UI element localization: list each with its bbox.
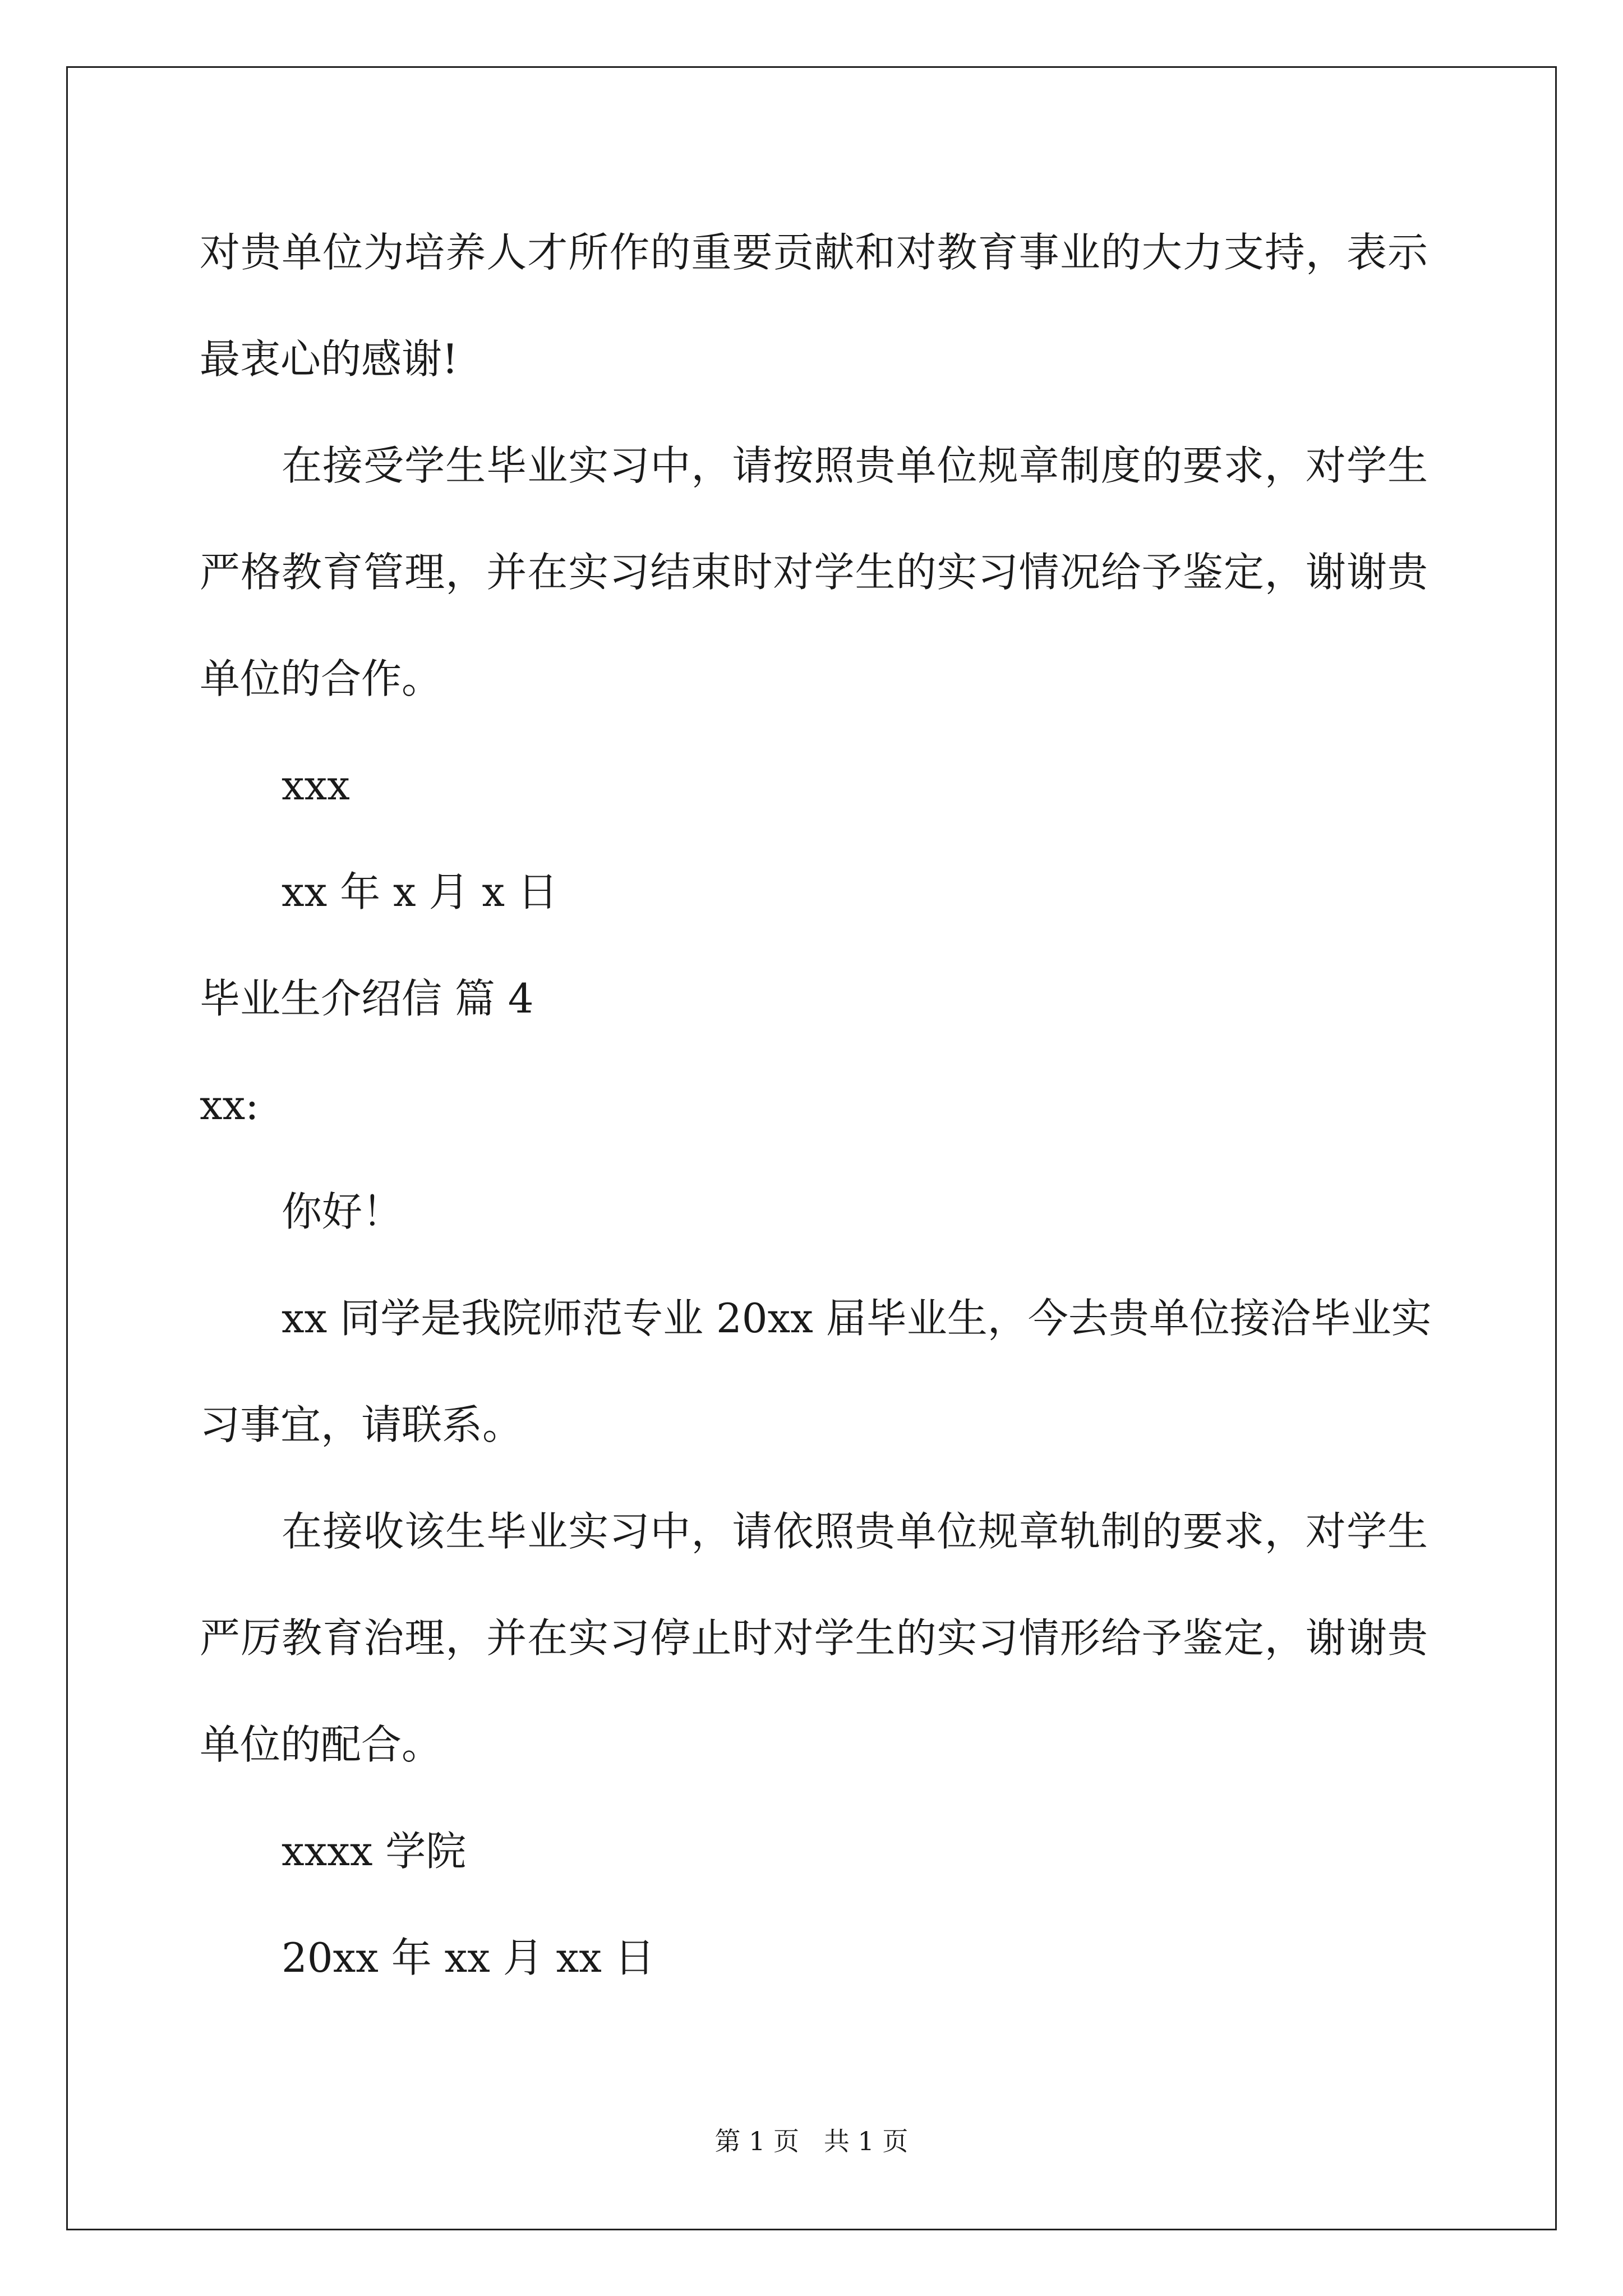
paragraph-line: 单位的合作。 — [200, 655, 442, 702]
page-number-footer: 第 1 页 共 1 页 — [714, 2126, 909, 2156]
greeting: 你好！ — [282, 1188, 403, 1235]
paragraph-line: 习事宜，请联系。 — [200, 1401, 523, 1448]
signature-date: 20xx 年 xx 月 xx 日 — [282, 1934, 655, 1981]
paragraph-line: xx 同学是我院师范专业 20xx 届毕业生，今去贵单位接洽毕业实 — [282, 1295, 1432, 1342]
paragraph-line: 在接收该生毕业实习中，请依照贵单位规章轨制的要求，对学生 — [282, 1508, 1428, 1555]
section-heading: 毕业生介绍信 篇 4 — [200, 975, 534, 1022]
signature-institution: xxxx 学院 — [282, 1828, 467, 1875]
paragraph-line: 严格教育管理，并在实习结束时对学生的实习情况给予鉴定，谢谢贵 — [200, 549, 1428, 596]
paragraph-line: 在接受学生毕业实习中，请按照贵单位规章制度的要求，对学生 — [282, 442, 1428, 489]
signature-name: xxx — [282, 762, 350, 809]
paragraph-line: 对贵单位为培养人才所作的重要贡献和对教育事业的大力支持，表示 — [200, 229, 1428, 276]
page-border — [66, 66, 1557, 2230]
salutation: xx: — [200, 1082, 259, 1129]
signature-date: xx 年 x 月 x 日 — [282, 868, 558, 915]
paragraph-line: 严厉教育治理，并在实习停止时对学生的实习情形给予鉴定，谢谢贵 — [200, 1614, 1428, 1662]
paragraph-line: 最衷心的感谢! — [200, 335, 458, 383]
paragraph-line: 单位的配合。 — [200, 1721, 442, 1768]
